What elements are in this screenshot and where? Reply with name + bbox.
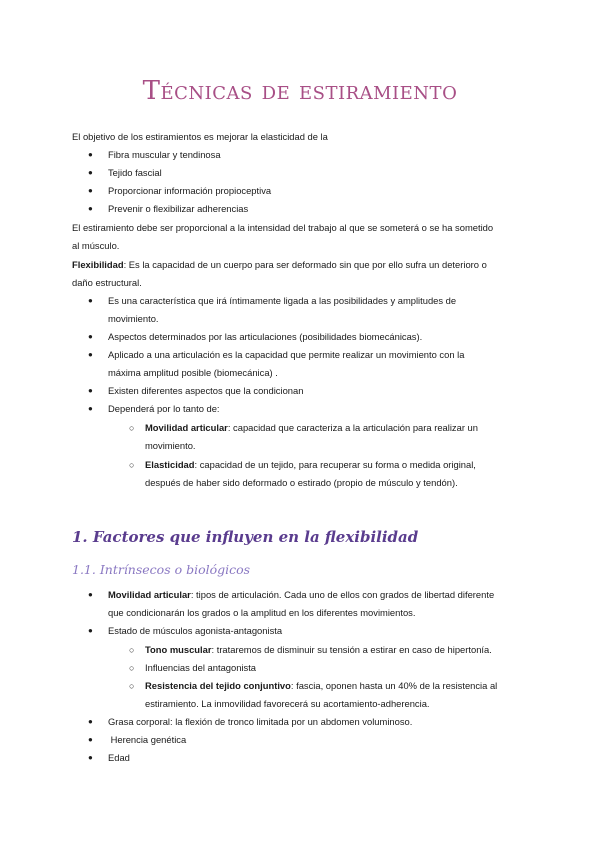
bullet-icon: ● bbox=[88, 590, 93, 599]
circle-bullet-icon: ○ bbox=[129, 423, 135, 433]
list-item: Dependerá por lo tanto de: bbox=[108, 403, 220, 414]
bullet-icon: ● bbox=[88, 186, 93, 195]
sub-list-item bbox=[145, 677, 528, 695]
term: Elasticidad bbox=[145, 459, 195, 470]
bullet-icon: ● bbox=[88, 204, 93, 213]
list-item: Existen diferentes aspectos que la condicionan bbox=[108, 385, 304, 396]
bullet-icon: ● bbox=[88, 753, 93, 762]
sub-list-item bbox=[145, 419, 528, 437]
bullet-icon: ● bbox=[88, 168, 93, 177]
term: Resistencia del tejido conjuntivo bbox=[145, 680, 291, 691]
section-heading: 1. Factores que influyen en la flexibilidad bbox=[72, 528, 419, 546]
circle-bullet-icon: ○ bbox=[129, 645, 135, 655]
list-item: Prevenir o flexibilizar adherencias bbox=[108, 203, 249, 214]
list-item: Tejido fascial bbox=[108, 167, 162, 178]
list-item bbox=[108, 586, 528, 604]
list-item-cont: máxima amplitud posible (biomecánica) . bbox=[108, 367, 278, 378]
list-item: Estado de músculos agonista-antagonista bbox=[108, 625, 283, 636]
sub-list-item-cont: movimiento. bbox=[145, 440, 196, 451]
bullet-icon: ● bbox=[88, 296, 93, 305]
sub-list-item-cont: después de haber sido deformado o estirado (propio de músculo y tendón). bbox=[145, 477, 458, 488]
list-item: Grasa corporal: la flexión de tronco limitada por un abdomen voluminoso. bbox=[108, 716, 413, 727]
subsection-heading: 1.1. Intrínsecos o biológicos bbox=[72, 562, 251, 577]
list-item: Aplicado a una articulación es la capacidad que permite realizar un movimiento con la bbox=[108, 349, 465, 360]
circle-bullet-icon: ○ bbox=[129, 681, 135, 691]
flexibility-definition bbox=[72, 256, 528, 274]
term-def: : tipos de articulación. Cada uno de ellos con grados de libertad diferente bbox=[190, 589, 495, 600]
term-def: : trataremos de disminuir su tensión a estirar en caso de hipertonía. bbox=[211, 644, 492, 655]
list-item: Aspectos determinados por las articulaciones (posibilidades biomecánicas). bbox=[108, 331, 423, 342]
page-title: Técnicas de estiramiento bbox=[142, 76, 458, 106]
sub-list-item bbox=[145, 641, 528, 659]
list-item: Fibra muscular y tendinosa bbox=[108, 149, 221, 160]
list-item: Edad bbox=[108, 752, 130, 763]
list-item: Herencia genética bbox=[108, 734, 187, 745]
term-def: : fascia, oponen hasta un 40% de la resistencia al bbox=[290, 680, 498, 691]
term: Movilidad articular bbox=[108, 589, 191, 600]
bullet-icon: ● bbox=[88, 150, 93, 159]
sub-list-item-cont: estiramiento. La inmovilidad favorecerá su acortamiento-adherencia. bbox=[145, 698, 430, 709]
flexibility-def: : Es la capacidad de un cuerpo para ser deformado sin que por ello sufra un deterioro o bbox=[123, 259, 487, 270]
paragraph-line: daño estructural. bbox=[72, 277, 142, 288]
list-item-cont: que condicionarán los grados o la amplitud en los diferentes movimientos. bbox=[108, 607, 416, 618]
term-def: : capacidad que caracteriza a la articulación para realizar un bbox=[227, 422, 478, 433]
term: Tono muscular bbox=[145, 644, 212, 655]
circle-bullet-icon: ○ bbox=[129, 460, 135, 470]
term-def: : capacidad de un tejido, para recuperar su forma o medida original, bbox=[194, 459, 476, 470]
paragraph-line: al músculo. bbox=[72, 240, 120, 251]
paragraph-line: El estiramiento debe ser proporcional a la intensidad del trabajo al que se someterá o se ha sometido bbox=[72, 222, 494, 233]
bullet-icon: ● bbox=[88, 735, 93, 744]
intro-paragraph: El objetivo de los estiramientos es mejorar la elasticidad de la bbox=[72, 131, 328, 142]
bullet-icon: ● bbox=[88, 626, 93, 635]
sub-list-item: Influencias del antagonista bbox=[145, 662, 257, 673]
circle-bullet-icon: ○ bbox=[129, 663, 135, 673]
sub-list-item bbox=[145, 456, 528, 474]
list-item-cont: movimiento. bbox=[108, 313, 159, 324]
bullet-icon: ● bbox=[88, 386, 93, 395]
bullet-icon: ● bbox=[88, 404, 93, 413]
term: Movilidad articular bbox=[145, 422, 228, 433]
flexibility-term: Flexibilidad bbox=[72, 259, 124, 270]
bullet-icon: ● bbox=[88, 717, 93, 726]
bullet-icon: ● bbox=[88, 332, 93, 341]
bullet-icon: ● bbox=[88, 350, 93, 359]
list-item: Es una característica que irá íntimamente ligada a las posibilidades y amplitudes de bbox=[108, 295, 457, 306]
list-item: Proporcionar información propioceptiva bbox=[108, 185, 272, 196]
